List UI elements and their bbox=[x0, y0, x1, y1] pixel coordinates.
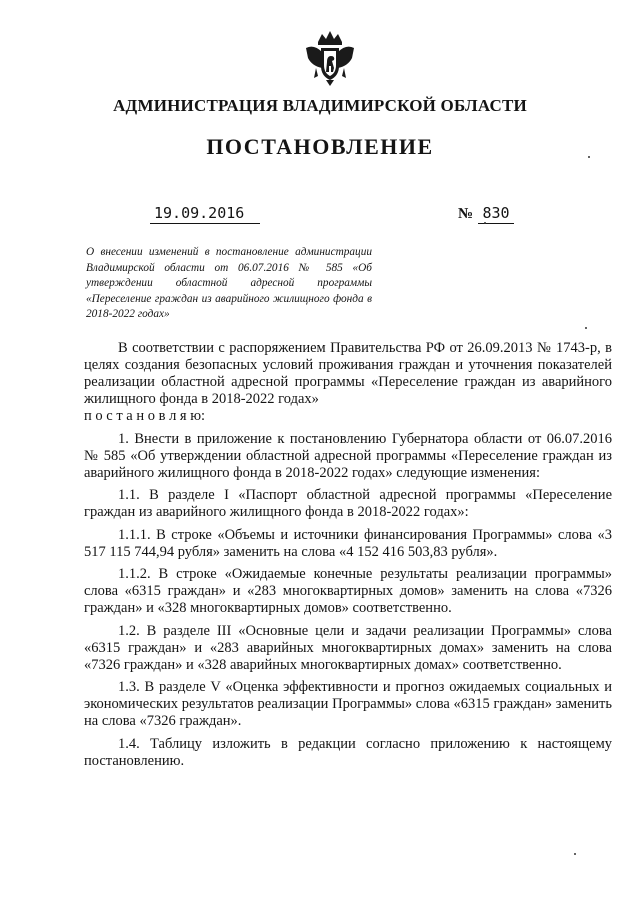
scan-speck bbox=[574, 853, 576, 855]
scan-speck bbox=[585, 327, 587, 329]
document-type-title: ПОСТАНОВЛЕНИЕ bbox=[206, 134, 434, 159]
body-paragraph: 1.2. В разделе III «Основные цели и задачи реализации Программы» слова «6315 граждан» и «283 аварийных многоквартирных домах» заменить на слова «7326 граждан» и «328 аварийных многоквартирных домах» соответственно. bbox=[84, 622, 612, 673]
document-date: 19.09.2016 bbox=[150, 204, 260, 224]
document-number-label: № bbox=[458, 206, 474, 222]
scan-speck bbox=[588, 156, 590, 158]
document-number: 830 bbox=[478, 204, 514, 224]
body-paragraph: 1.1.1. В строке «Объемы и источники финансирования Программы» слова «3 517 115 744,94 рубля» заменить на слова «4 152 416 503,83 рубля». bbox=[84, 526, 612, 560]
document-body bbox=[84, 340, 612, 775]
document-subject: О внесении изменений в постановление администрации Владимирской области от 06.07.2016 № 585 «Об утверждении областной адресной программы «Переселение граждан из аварийного жилищного фонда в 2018-2022 годах» bbox=[86, 246, 372, 321]
preamble-text: В соответствии с распоряжением Правительства РФ от 26.09.2013 № 1743-р, в целях создания безопасных условий проживания граждан и уточнения показателей реализации областной адресной программы «Переселение граждан из аварийного жилищного фонда в 2018-2022 годах» bbox=[84, 340, 612, 407]
body-paragraph: 1.4. Таблицу изложить в редакции согласно приложению к настоящему постановлению. bbox=[84, 735, 612, 769]
body-paragraph: 1.1. В разделе I «Паспорт областной адресной программы «Переселение граждан из аварийного жилищного фонда в 2018-2022 годах»: bbox=[84, 487, 612, 520]
body-paragraph: 1. Внести в приложение к постановлению Губернатора области от 06.07.2016 № 585 «Об утверждении областной адресной программы «Переселение граждан из аварийного жилищного фонда в 2018-2022 годах» следующие изменения: bbox=[84, 430, 612, 481]
vladimir-coat-of-arms-icon bbox=[300, 28, 360, 88]
preamble-paragraph bbox=[84, 340, 612, 425]
decree-word: п о с т а н о в л я ю: bbox=[84, 408, 206, 424]
scan-speck bbox=[484, 222, 486, 224]
body-paragraph: 1.1.2. В строке «Ожидаемые конечные результаты реализации программы» слова «6315 граждан» и «283 многоквартирных домов» заменить на слова «7326 граждан» и «328 многоквартирных домов» соответственно. bbox=[84, 566, 612, 616]
organization-title: АДМИНИСТРАЦИЯ ВЛАДИМИРСКОЙ ОБЛАСТИ bbox=[113, 96, 527, 115]
body-paragraph: 1.3. В разделе V «Оценка эффективности и прогноз ожидаемых социальных и экономических результатов реализации Программы» слова «6315 граждан» заменить на слова «7326 граждан». bbox=[84, 679, 612, 729]
